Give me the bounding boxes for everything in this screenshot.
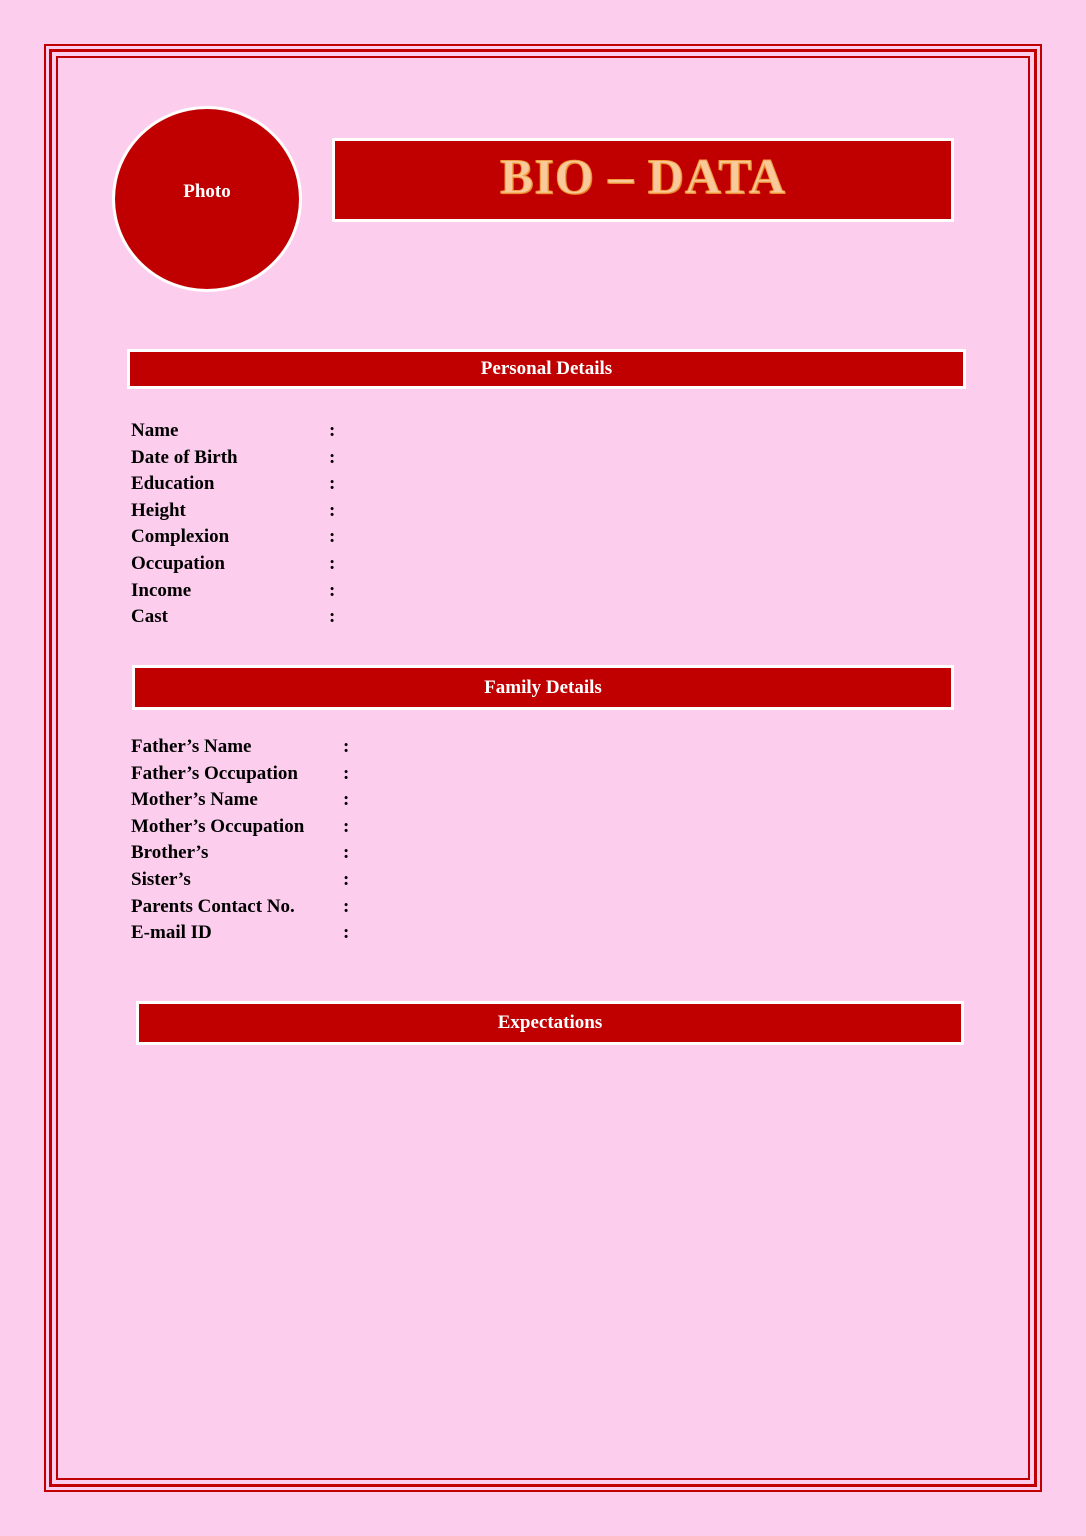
field-sisters xyxy=(131,867,350,894)
personal-details-fields xyxy=(131,418,336,631)
field-education xyxy=(131,471,336,498)
field-label: Father’s Name xyxy=(131,736,252,757)
field-mothers-name xyxy=(131,787,350,814)
field-label: E-mail ID xyxy=(131,922,212,944)
field-separator: : xyxy=(343,922,350,944)
field-name xyxy=(131,418,336,445)
field-fathers-name xyxy=(131,734,350,761)
field-separator: : xyxy=(329,579,336,601)
field-label: Sister’s xyxy=(131,868,191,890)
field-complexion xyxy=(131,524,336,551)
field-separator: : xyxy=(329,499,336,521)
field-separator: : xyxy=(343,815,350,837)
field-label: Cast xyxy=(131,606,168,628)
field-mothers-occupation xyxy=(131,814,350,841)
field-label: Father’s Occupation xyxy=(131,762,298,784)
field-label: Parents Contact No. xyxy=(131,895,295,917)
personal-details-heading: Personal Details xyxy=(127,349,966,389)
photo-label: Photo xyxy=(183,181,231,202)
field-label: Height xyxy=(131,499,186,521)
title-banner xyxy=(332,138,954,222)
field-label: Education xyxy=(131,473,215,495)
field-fathers-occupation xyxy=(131,761,350,788)
photo-placeholder xyxy=(112,106,302,292)
field-label: Mother’s Name xyxy=(131,789,258,811)
field-separator: : xyxy=(329,526,336,548)
field-parents-contact xyxy=(131,894,350,921)
field-separator: : xyxy=(329,552,336,574)
field-occupation xyxy=(131,551,336,578)
field-separator: : xyxy=(329,606,336,628)
field-height xyxy=(131,498,336,525)
field-income xyxy=(131,578,336,605)
expectations-heading: Expectations xyxy=(136,1001,964,1045)
field-separator: : xyxy=(343,842,350,864)
field-separator: : xyxy=(343,789,350,811)
field-label: Brother’s xyxy=(131,842,209,864)
field-label: Date of Birth xyxy=(131,446,238,468)
field-label: Income xyxy=(131,579,192,601)
field-separator: : xyxy=(343,736,350,757)
field-label: Name xyxy=(131,420,179,441)
field-date-of-birth xyxy=(131,445,336,472)
document-title: BIO – DATA xyxy=(500,148,786,204)
field-label: Complexion xyxy=(131,526,230,548)
field-separator: : xyxy=(343,868,350,890)
field-separator: : xyxy=(343,895,350,917)
field-cast xyxy=(131,604,336,631)
field-label: Occupation xyxy=(131,552,225,574)
field-separator: : xyxy=(343,762,350,784)
field-separator: : xyxy=(329,473,336,495)
field-separator: : xyxy=(329,420,336,441)
field-separator: : xyxy=(329,446,336,468)
family-details-heading: Family Details xyxy=(132,665,954,710)
family-details-fields xyxy=(131,734,350,947)
field-brothers xyxy=(131,840,350,867)
field-email xyxy=(131,920,350,947)
field-label: Mother’s Occupation xyxy=(131,815,305,837)
